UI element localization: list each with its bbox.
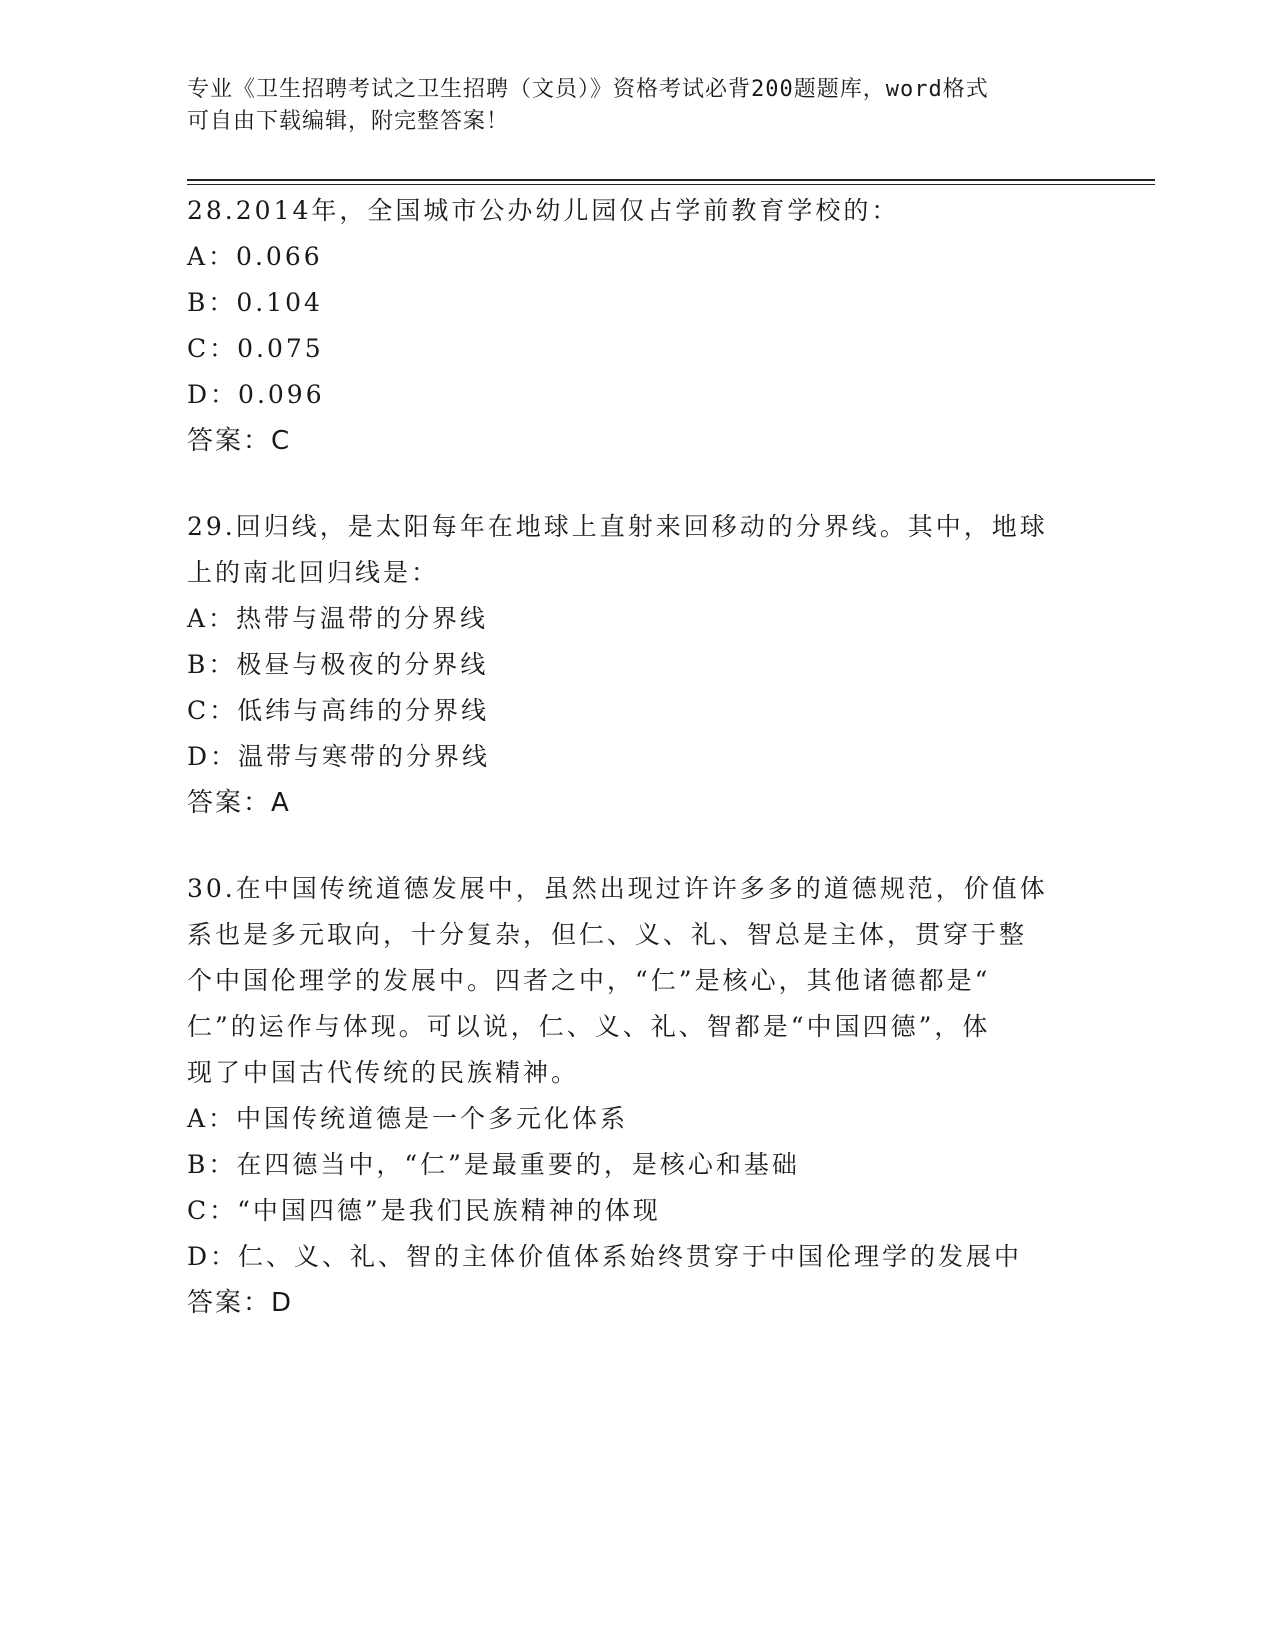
question-29 (187, 504, 1087, 826)
option-d: D：温带与寒带的分界线 (187, 742, 491, 771)
option-a: A：0.066 (187, 242, 323, 271)
option-b: B：在四德当中，“仁”是最重要的，是核心和基础 (187, 1150, 800, 1179)
question-28 (187, 188, 1087, 464)
option-b: B：0.104 (187, 288, 323, 317)
header-line-1: 专业《卫生招聘考试之卫生招聘（文员）》资格考试必背200题题库，word格式 (187, 77, 989, 102)
option-b: B：极昼与极夜的分界线 (187, 650, 489, 679)
question-stem: 29.回归线，是太阳每年在地球上直射来回移动的分界线。其中，地球 (187, 512, 1048, 541)
option-c: C：0.075 (187, 334, 324, 363)
option-d: D：0.096 (187, 380, 325, 409)
question-stem: 30.在中国传统道德发展中，虽然出现过许许多多的道德规范，价值体 (187, 874, 1048, 903)
answer-line: 答案：C (187, 426, 292, 456)
answer-line: 答案：A (187, 788, 291, 818)
question-30 (187, 866, 1087, 1326)
header-rule-thin (187, 184, 1155, 185)
header-line-2: 可自由下载编辑，附完整答案！ (187, 109, 510, 134)
question-list (187, 188, 1087, 1366)
header-rule-thick (187, 179, 1155, 181)
question-stem: 现了中国古代传统的民族精神。 (187, 1058, 580, 1087)
option-a: A：中国传统道德是一个多元化体系 (187, 1104, 629, 1133)
option-a: A：热带与温带的分界线 (187, 604, 489, 633)
answer-line: 答案：D (187, 1288, 294, 1318)
option-c: C：低纬与高纬的分界线 (187, 696, 490, 725)
question-stem: 仁”的运作与体现。可以说，仁、义、礼、智都是“中国四德”，体 (187, 1012, 991, 1041)
option-d: D：仁、义、礼、智的主体价值体系始终贯穿于中国伦理学的发展中 (187, 1242, 1023, 1271)
question-stem: 个中国伦理学的发展中。四者之中，“仁”是核心，其他诸德都是“ (187, 966, 991, 995)
question-stem: 28.2014年，全国城市公办幼儿园仅占学前教育学校的： (187, 196, 900, 225)
option-c: C：“中国四德”是我们民族精神的体现 (187, 1196, 661, 1225)
question-stem: 系也是多元取向，十分复杂，但仁、义、礼、智总是主体，贯穿于整 (187, 920, 1028, 949)
question-stem: 上的南北回归线是： (187, 558, 440, 587)
document-header (187, 74, 1087, 138)
